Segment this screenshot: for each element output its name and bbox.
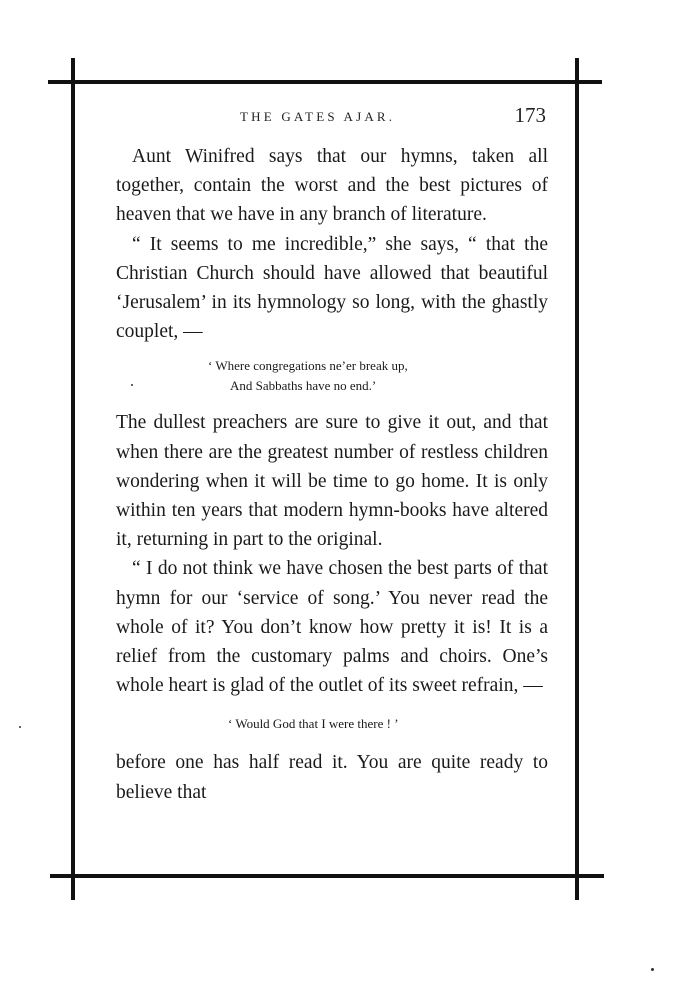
paragraph-1: Aunt Winifred says that our hymns, taken all together, contain the worst and the best pictures of heaven that we have in any branch of literature. — [116, 146, 548, 226]
verse-quote-2 — [116, 714, 548, 734]
paragraph-5: before one has half read it. You are quite ready to believe that — [116, 752, 548, 803]
frame-rule-right — [575, 58, 579, 900]
paper-speck — [19, 726, 21, 728]
page-header — [110, 103, 550, 133]
paragraph-2: “ It seems to me incredible,” she says, “ that the Christian Church should have allowed that beautiful ‘Jerusalem’ in its hymnology so long, with the ghastly couplet, — — [116, 233, 548, 343]
paragraph-4: “ I do not think we have chosen the best parts of that hymn for our ‘service of song.’ You never read the whole of it? You don’t know how pretty it is! It is a relief from the customary palms and choirs. One’s whole heart is glad of the outlet of its sweet refrain, — — [116, 558, 548, 697]
paper-speck — [131, 384, 133, 386]
page-body — [116, 142, 548, 807]
verse-quote-1 — [116, 356, 548, 396]
frame-rule-left — [71, 58, 75, 900]
verse-1-line-1: ‘ Where congregations ne’er break up, — [208, 358, 408, 374]
verse-2-line-1: ‘ Would God that I were there ! ’ — [228, 716, 399, 732]
verse-1-line-2: And Sabbaths have no end.’ — [230, 378, 377, 394]
page-number: 173 — [514, 103, 546, 127]
frame-rule-bottom — [50, 874, 604, 878]
paper-speck — [651, 968, 654, 971]
paragraph-3: The dullest preachers are sure to give it out, and that when there are the greatest number of restless children wondering when it will be time to go home. It is only within ten years that modern hymn-books have altered it, returning in part to the original. — [116, 412, 548, 551]
running-title: THE GATES AJAR. — [240, 109, 396, 124]
frame-rule-top — [48, 80, 602, 84]
